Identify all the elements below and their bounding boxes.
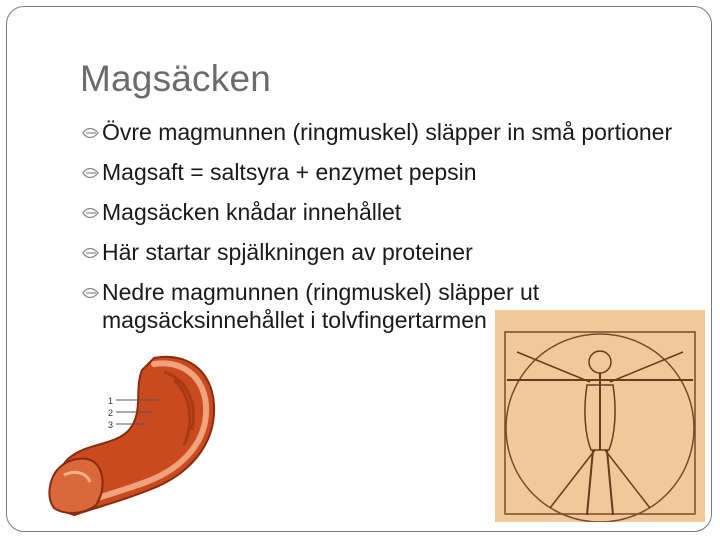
stomach-label: 3 xyxy=(108,420,114,430)
bullet-arrow-icon xyxy=(82,246,100,260)
bullet-arrow-icon xyxy=(82,126,100,140)
bullet-arrow-icon xyxy=(82,206,100,220)
bullet-item xyxy=(80,198,680,226)
bullet-text: Nedre magmunnen (ringmuskel) släpper ut magsäcksinnehållet i tolvfingertarmen xyxy=(102,279,540,333)
stomach-illustration xyxy=(34,350,224,518)
bullet-item xyxy=(80,238,680,266)
bullet-item xyxy=(80,118,680,146)
bullet-item xyxy=(80,158,680,186)
bullet-text: Här startar spjälkningen av proteiner xyxy=(102,239,473,265)
slide-title: Magsäcken xyxy=(80,58,272,99)
bullet-text: Magsäcken knådar innehållet xyxy=(102,199,402,225)
vitruvian-man-illustration xyxy=(495,310,705,522)
bullet-text: Övre magmunnen (ringmuskel) släpper in små portioner xyxy=(102,119,673,145)
bullet-arrow-icon xyxy=(82,286,100,300)
bullet-arrow-icon xyxy=(82,166,100,180)
bullet-text: Magsaft = saltsyra + enzymet pepsin xyxy=(102,159,477,185)
stomach-label: 2 xyxy=(108,408,114,418)
stomach-label: 1 xyxy=(108,396,114,406)
